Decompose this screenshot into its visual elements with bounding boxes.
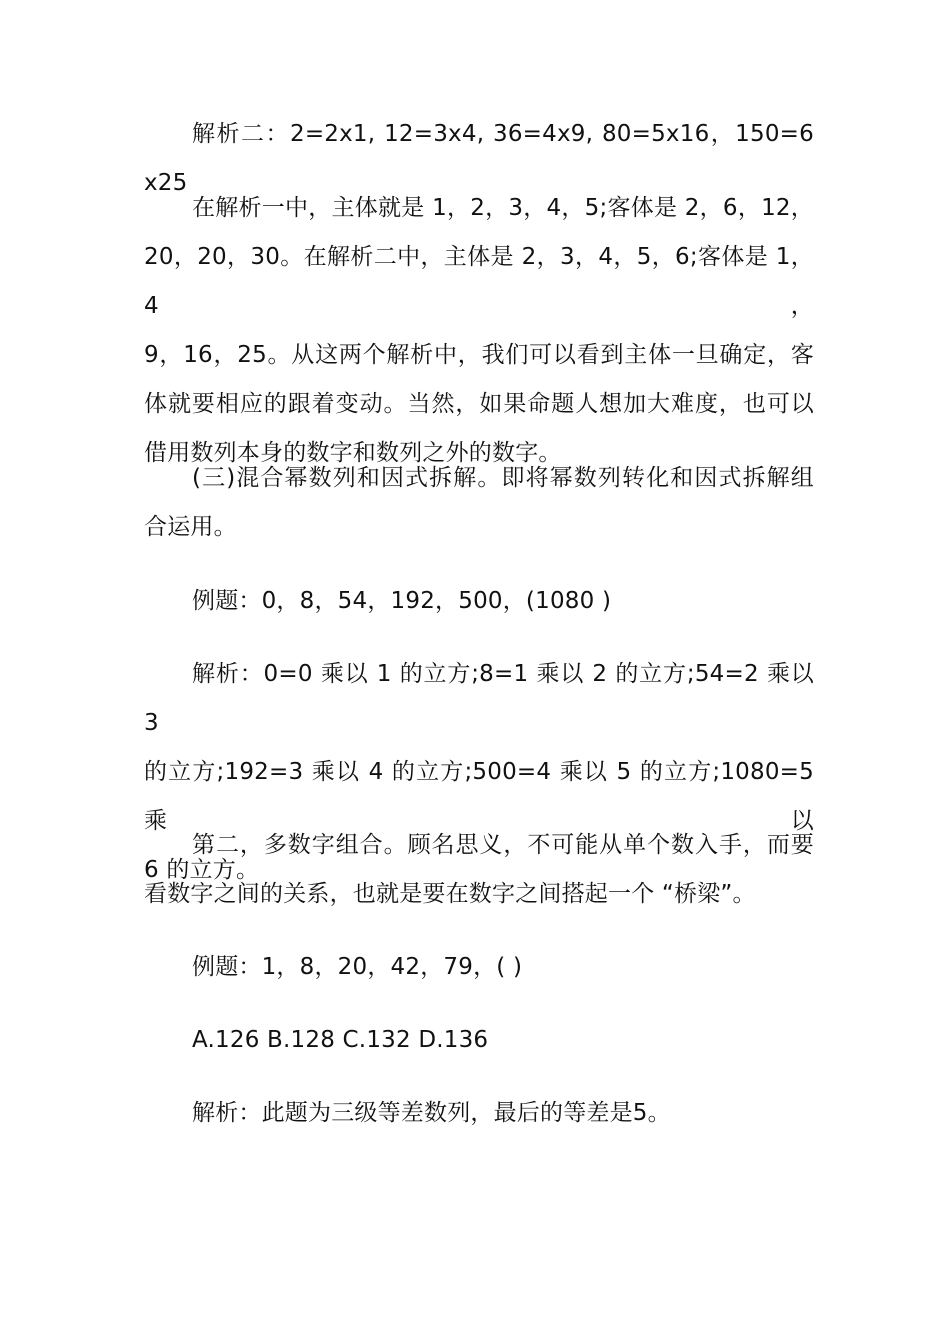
text-line: 解析：0=0 乘以 1 的立方;8=1 乘以 2 的立方;54=2 乘以 3 <box>144 661 814 736</box>
text-line: 20，20，30。在解析二中，主体是 2，3，4，5，6;客体是 1，4， <box>144 244 814 319</box>
text-line: 合运用。 <box>144 514 237 540</box>
paragraph-analysis-arithmetic <box>144 1089 814 1138</box>
text-line: 看数字之间的关系，也就是要在数字之间搭起一个 “桥梁”。 <box>144 881 756 907</box>
paragraph-mixed-power-sequence <box>144 454 814 552</box>
text-line: (三)混合幂数列和因式拆解。即将幂数列转化和因式拆解组 <box>192 465 814 491</box>
text-line: 的立方;192=3 乘以 4 的立方;500=4 乘以 5 的立方;1080=5 乘以 <box>144 759 814 834</box>
text-line: 例题：1，8，20，42，79，( ) <box>192 954 523 980</box>
text-line: 体就要相应的跟着变动。当然，如果命题人想加大难度，也可以 <box>144 391 814 417</box>
text-line: 9，16，25。从这两个解析中，我们可以看到主体一旦确定，客 <box>144 342 814 368</box>
paragraph-example-two <box>144 943 814 992</box>
paragraph-answer-options <box>144 1016 814 1065</box>
text-line: 解析：此题为三级等差数列，最后的等差是5。 <box>192 1100 671 1126</box>
text-line: 第二，多数字组合。顾名思义，不可能从单个数入手，而要 <box>192 832 814 858</box>
text-line: A.126 B.128 C.132 D.136 <box>192 1027 489 1053</box>
paragraph-example-one <box>144 577 814 626</box>
text-line: 6 的立方。 <box>144 857 260 883</box>
text-line: 例题：0，8，54，192，500，(1080 ) <box>192 588 612 614</box>
text-line: 在解析一中，主体就是 1，2，3，4，5;客体是 2，6，12， <box>192 195 814 221</box>
text-line: 解析二：2=2x1, 12=3x4, 36=4x9, 80=5x16，150=6x25 <box>144 121 814 196</box>
paragraph-subject-object <box>144 184 814 478</box>
paragraph-multi-number-combination <box>144 821 814 919</box>
text-line: 借用数列本身的数字和数列之外的数字。 <box>144 440 562 466</box>
